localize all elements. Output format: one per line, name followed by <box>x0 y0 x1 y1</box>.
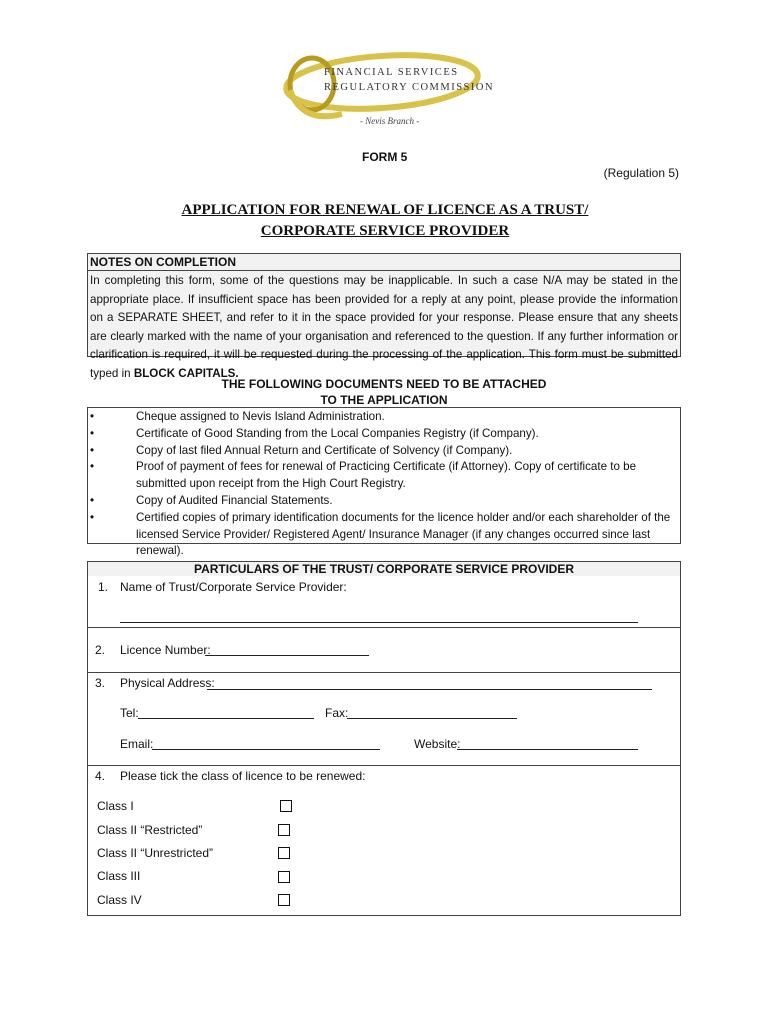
q3-number: 3. <box>95 676 106 690</box>
list-item <box>90 459 678 493</box>
list-item <box>90 493 678 510</box>
notes-divider <box>87 270 681 271</box>
q3-label: Physical Address: <box>120 676 215 690</box>
q1-number: 1. <box>98 580 109 594</box>
q1-label: Name of Trust/Corporate Service Provider: <box>120 580 347 594</box>
documents-list <box>90 409 678 560</box>
page-title <box>90 200 680 242</box>
class-label: Class II “Unrestricted” <box>97 846 214 860</box>
particulars-heading: PARTICULARS OF THE TRUST/ CORPORATE SERVICE PROVIDER <box>193 562 575 576</box>
class-ii-restricted-checkbox[interactable] <box>278 824 290 836</box>
class-iv-checkbox[interactable] <box>278 894 290 906</box>
logo-branch: - Nevis Branch - <box>360 116 420 126</box>
list-item-text: Copy of last filed Annual Return and Certificate of Solvency (if Company). <box>136 443 513 457</box>
documents-heading-line2: TO THE APPLICATION <box>320 393 448 407</box>
class-label: Class II “Restricted” <box>97 823 203 837</box>
class-label: Class IV <box>97 893 142 907</box>
title-line1: APPLICATION FOR RENEWAL OF LICENCE AS A TRUST/ <box>181 202 589 218</box>
website-label: Website: <box>414 737 461 751</box>
q4-label: Please tick the class of licence to be renewed: <box>120 769 366 783</box>
list-item-text: Certified copies of primary identification documents for the licence holder and/or each shareholder of the licensed Service Provider/ Registered Agent/ Insurance Manager (if any changes occurred since last renewal). <box>136 510 671 558</box>
divider <box>87 627 681 628</box>
list-item-text: Cheque assigned to Nevis Island Administration. <box>136 410 385 423</box>
list-item <box>90 409 678 426</box>
bullet-icon: • <box>90 443 95 457</box>
particulars-box <box>87 561 681 916</box>
documents-heading <box>87 376 681 408</box>
title-line2: CORPORATE SERVICE PROVIDER <box>260 223 510 239</box>
list-item-text: Proof of payment of fees for renewal of Practicing Certificate (if Attorney). Copy of certificate to be submitted upon receipt from the High Court Registry. <box>136 460 637 491</box>
q2-label: Licence Number: <box>120 643 211 657</box>
bullet-icon: • <box>90 460 95 474</box>
notes-body-text: In completing this form, some of the questions may be inapplicable. In such a case N/A may be stated in the appropriate place. If insufficient space has been provided for a reply at any point, please provide the information on a SEPARATE SHEET, and refer to it in the space provided for your response. Please ensure that any sheets are clearly marked with the name of your organisation and referenced to the question. If any further information or clarification is required, it will be requested during the processing of the application. This form must be submitted typed in <box>90 274 678 380</box>
list-item <box>90 426 678 443</box>
email-label: Email: <box>120 737 154 751</box>
class-label: Class I <box>97 799 134 813</box>
list-item-text: Copy of Audited Financial Statements. <box>136 493 333 507</box>
tel-field[interactable] <box>138 718 314 719</box>
bullet-icon: • <box>90 493 95 507</box>
notes-body <box>90 272 678 383</box>
tel-label: Tel: <box>120 706 139 720</box>
list-item <box>90 443 678 460</box>
class-label: Class III <box>97 869 141 883</box>
licence-number-field[interactable] <box>205 655 369 656</box>
bullet-icon: • <box>90 410 95 423</box>
email-field[interactable] <box>152 749 380 750</box>
divider <box>87 672 681 673</box>
q4-number: 4. <box>95 769 106 783</box>
list-item-text: Certificate of Good Standing from the Local Companies Registry (if Company). <box>136 426 539 440</box>
notes-emphasis: BLOCK CAPITALS. <box>133 366 239 380</box>
q2-number: 2. <box>95 643 106 657</box>
regulation-ref: (Regulation 5) <box>603 166 679 180</box>
divider <box>87 765 681 766</box>
bullet-icon: • <box>90 510 95 524</box>
class-i-checkbox[interactable] <box>280 800 292 812</box>
list-item <box>90 510 678 560</box>
class-iii-checkbox[interactable] <box>278 871 290 883</box>
logo-text-line2: REGULATORY COMMISSION <box>324 82 495 93</box>
form-number: FORM 5 <box>362 150 408 164</box>
bullet-icon: • <box>90 426 95 440</box>
physical-address-field[interactable] <box>207 689 652 690</box>
documents-heading-line1: THE FOLLOWING DOCUMENTS NEED TO BE ATTACHED <box>221 377 547 391</box>
class-ii-unrestricted-checkbox[interactable] <box>278 847 290 859</box>
fax-field[interactable] <box>347 718 517 719</box>
fsrc-logo <box>282 44 495 134</box>
notes-heading: NOTES ON COMPLETION <box>90 255 237 269</box>
fax-label: Fax: <box>325 706 349 720</box>
logo-text-line1: FINANCIAL SERVICES <box>324 67 459 78</box>
website-field[interactable] <box>457 749 638 750</box>
provider-name-field[interactable] <box>120 622 638 623</box>
